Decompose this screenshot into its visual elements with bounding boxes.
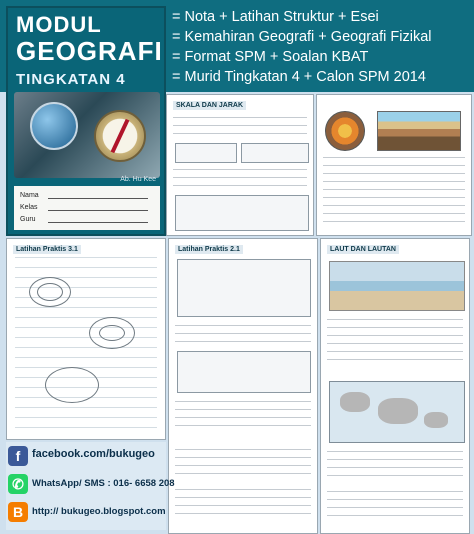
continent-shape: [378, 398, 418, 424]
form-line: [48, 210, 148, 211]
text-line: [323, 165, 465, 166]
feature-item: = Nota + Latihan Struktur + Esei: [172, 9, 379, 25]
student-info-form: [14, 186, 160, 230]
text-line: [327, 467, 463, 468]
coastal-profile-diagram: [329, 261, 465, 311]
facebook-link[interactable]: facebook.com/bukugeo: [32, 448, 155, 460]
form-line: [48, 222, 148, 223]
text-line: [173, 125, 307, 126]
text-line: [175, 333, 311, 334]
text-line: [175, 409, 311, 410]
text-line: [327, 335, 463, 336]
text-line: [175, 457, 311, 458]
page-header: LAUT DAN LAUTAN: [327, 245, 399, 254]
sample-page-earth: [316, 94, 472, 236]
whatsapp-row[interactable]: [6, 472, 175, 498]
blogger-icon[interactable]: B: [8, 502, 28, 522]
text-line: [323, 197, 465, 198]
form-row: [20, 204, 38, 212]
sample-page-map: [6, 238, 166, 440]
sample-page-scale: [166, 94, 314, 236]
compass-icon: [94, 110, 146, 162]
contour-line: [99, 325, 125, 341]
cover-author: Ab. Hu Kee: [120, 176, 156, 183]
text-line: [175, 489, 311, 490]
continent-shape: [424, 412, 448, 428]
mini-table: [241, 143, 309, 163]
text-line: [175, 425, 311, 426]
social-links: [6, 442, 175, 530]
text-line: [173, 117, 307, 118]
whatsapp-icon[interactable]: ✆: [8, 474, 28, 494]
text-line: [175, 505, 311, 506]
mini-table: [175, 195, 309, 231]
text-line: [173, 185, 307, 186]
text-line: [327, 343, 463, 344]
blog-link[interactable]: http:// bukugeo.blogspot.com: [32, 506, 166, 517]
text-line: [175, 497, 311, 498]
sample-pages-top: [166, 94, 474, 236]
cover-title-line1: MODUL: [16, 12, 102, 37]
feature-item: = Kemahiran Geografi + Geografi Fizikal: [172, 29, 432, 45]
text-line: [323, 221, 465, 222]
feature-item: = Format SPM + Soalan KBAT: [172, 49, 369, 65]
blogger-row[interactable]: [6, 500, 166, 526]
facebook-row[interactable]: [6, 444, 166, 470]
text-line: [327, 507, 463, 508]
text-line: [323, 181, 465, 182]
text-line: [327, 459, 463, 460]
text-line: [175, 341, 311, 342]
form-label: Guru: [20, 216, 36, 223]
text-line: [327, 319, 463, 320]
compass-needle: [111, 119, 130, 153]
text-line: [327, 327, 463, 328]
whatsapp-contact[interactable]: WhatsApp/ SMS : 016- 6658 208: [32, 478, 175, 489]
text-line: [327, 475, 463, 476]
form-row: [20, 216, 36, 224]
page-header: Latihan Praktis 3.1: [13, 245, 81, 254]
text-line: [323, 157, 465, 158]
mini-table: [175, 143, 237, 163]
text-line: [175, 513, 311, 514]
mini-table: [177, 259, 311, 317]
text-line: [175, 325, 311, 326]
earth-layers-icon: [325, 111, 365, 151]
rock-strata-icon: [377, 111, 461, 151]
text-line: [327, 491, 463, 492]
page-header: Latihan Praktis 2.1: [175, 245, 243, 254]
text-line: [327, 499, 463, 500]
contour-line: [45, 367, 99, 403]
text-line: [323, 213, 465, 214]
text-line: [175, 465, 311, 466]
mini-table: [177, 351, 311, 393]
text-line: [327, 351, 463, 352]
form-line: [48, 198, 148, 199]
text-line: [323, 205, 465, 206]
text-line: [175, 401, 311, 402]
text-line: [327, 451, 463, 452]
text-line: [173, 177, 307, 178]
page-header: SKALA DAN JARAK: [173, 101, 246, 110]
continent-shape: [340, 392, 370, 412]
text-line: [173, 169, 307, 170]
text-line: [175, 449, 311, 450]
text-line: [173, 133, 307, 134]
form-label: Nama: [20, 192, 39, 199]
sample-page-ocean: [320, 238, 470, 534]
cover-title-line3: TINGKATAN 4: [16, 71, 126, 88]
feature-item: = Murid Tingkatan 4 + Calon SPM 2014: [172, 69, 426, 85]
text-line: [323, 173, 465, 174]
sample-page-exercise: [168, 238, 318, 534]
feature-list: [172, 8, 470, 92]
topographic-map: [15, 257, 157, 437]
form-row: [20, 192, 39, 200]
globe-icon: [30, 102, 78, 150]
facebook-icon[interactable]: f: [8, 446, 28, 466]
text-line: [323, 189, 465, 190]
text-line: [175, 417, 311, 418]
cover-illustration: [14, 92, 160, 178]
text-line: [327, 515, 463, 516]
text-line: [327, 359, 463, 360]
form-label: Kelas: [20, 204, 38, 211]
world-map: [329, 381, 465, 443]
contour-line: [37, 283, 63, 301]
cover-title-line2: GEOGRAFI: [16, 36, 163, 66]
text-line: [175, 473, 311, 474]
book-cover: [6, 6, 166, 236]
